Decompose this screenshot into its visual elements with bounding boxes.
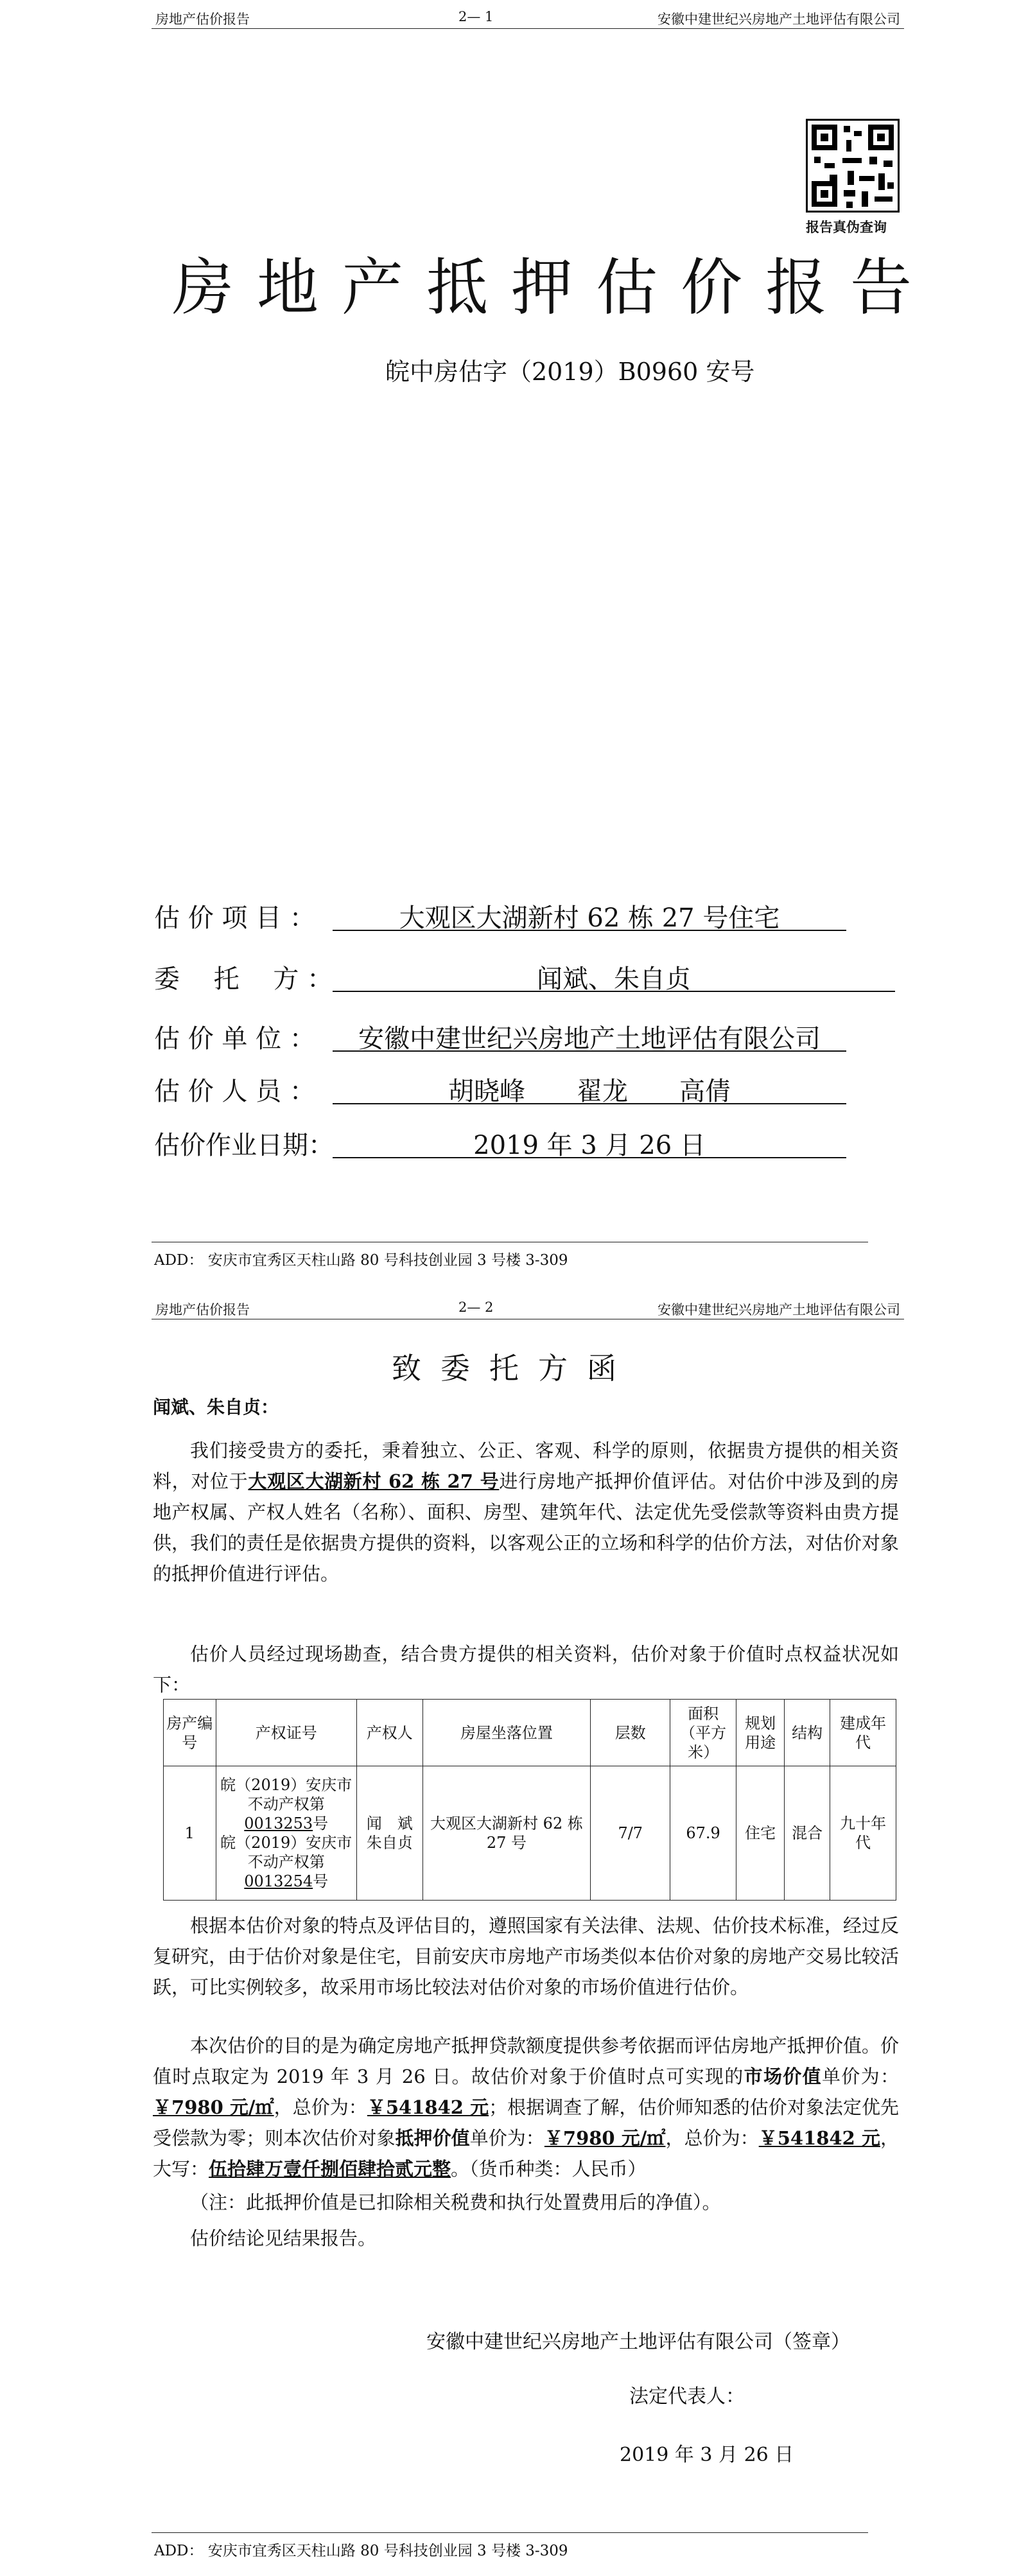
table-header: 房屋坐落位置: [422, 1700, 591, 1766]
field-value: 大观区大湖新村 62 栋 27 号住宅: [333, 898, 846, 931]
header-left: 房地产估价报告: [155, 12, 250, 27]
table-cell: 67.9: [670, 1766, 736, 1901]
field-label: 委 托 方 ：: [154, 964, 333, 994]
table-cell-cert: 皖（2019）安庆市不动产权第0013253号 皖（2019）安庆市不动产权第0013254号: [216, 1766, 356, 1901]
paragraph-method: [153, 1910, 899, 2003]
qr-caption: 报告真伪查询: [806, 219, 887, 235]
header-right: 安徽中建世纪兴房地产土地评估有限公司: [658, 1302, 900, 1318]
signature-company: 安徽中建世纪兴房地产土地评估有限公司（签章）: [426, 2331, 850, 2353]
text: 估价结论见结果报告。: [190, 2227, 377, 2249]
page-header: [152, 1296, 904, 1319]
field-label: 估 价 单 位 ：: [154, 1024, 315, 1054]
qr-code-icon[interactable]: [806, 119, 900, 213]
header-page-number: 2— 2: [458, 1300, 494, 1315]
table-header: 规划用途: [736, 1700, 784, 1766]
table-header: 产权人: [356, 1700, 422, 1766]
text: （注：此抵押价值是已扣除相关税费和执行处置费用后的净值）。: [190, 2191, 721, 2213]
mortgage-total-price: ￥541842 元: [758, 2127, 880, 2149]
paragraph-note: [153, 2187, 899, 2218]
paragraph-conclusion: [153, 2223, 899, 2254]
footer-address: ADD： 安庆市宜秀区天柱山路 80 号科技创业园 3 号楼 3-309: [154, 2543, 568, 2559]
table-cell: 1: [164, 1766, 216, 1901]
field-value: 胡晓峰 翟龙 高倩: [333, 1071, 846, 1104]
table-header: 房产编号: [164, 1700, 216, 1766]
field-label: 估价作业日期：: [154, 1131, 334, 1160]
text: 进行房地产抵押价值评估。对估价中涉及到的房地产权属、产权人姓名（名称）、面积、房型、建筑年代、法定优先受偿款等资料由贵方提供，我们的责任是依据贵方提供的资料，以客观公正的立场和科学的估价方法，对估价对象的抵押价值进行评估。: [153, 1470, 899, 1585]
paragraph-intro: [153, 1435, 899, 1589]
field-label: 估 价 项 目 ：: [154, 903, 315, 933]
page-header: [152, 5, 904, 29]
table-header: 层数: [591, 1700, 670, 1766]
table-cell: 闻 斌朱自贞: [356, 1766, 422, 1901]
field-value: 2019 年 3 月 26 日: [333, 1125, 846, 1158]
table-cell: 7/7: [591, 1766, 670, 1901]
field-value: 闻斌、朱自贞: [333, 959, 895, 992]
letter-page: [0, 1291, 1019, 2576]
paragraph-valuation: 本次估价的目的是为确定房地产抵押贷款额度提供参考依据而评估房地产抵押价值。价值时点取定为 2019 年 3 月 26 日。故估价对象于价值时点可实现的市场价值单价为：￥7980 元/㎡，总价为：￥541842 元；根据调查了解，估价师知悉的估价对象法定优先受偿款为零；则本次估价对象抵押价值单价为：￥7980 元/㎡，总价为：￥541842 元，大写：伍拾肆万壹仟捌佰肆拾贰元整。（货币种类：人民币）: [153, 2035, 899, 2180]
report-title: 房地产抵押估价报告: [172, 252, 935, 324]
table-header: 建成年代: [830, 1700, 896, 1766]
property-address: 大观区大湖新村 62 栋 27 号: [248, 1470, 500, 1492]
table-cell: 大观区大湖新村 62 栋 27 号: [422, 1766, 591, 1901]
header-right: 安徽中建世纪兴房地产土地评估有限公司: [658, 12, 900, 27]
market-total-price: ￥541842 元: [367, 2096, 489, 2118]
header-left: 房地产估价报告: [155, 1302, 250, 1318]
table-header: 产权证号: [216, 1700, 356, 1766]
salutation: 闻斌、朱自贞：: [153, 1397, 279, 1418]
table-header-row: [164, 1700, 896, 1766]
text: 根据本估价对象的特点及评估目的，遵照国家有关法律、法规、估价技术标准，经过反复研究，由于估价对象是住宅，目前安庆市房地产市场类似本估价对象的房地产交易比较活跃，可比实例较多，故采用市场比较法对估价对象的市场价值进行估价。: [153, 1915, 899, 1998]
amount-in-words: 伍拾肆万壹仟捌佰肆拾贰元整: [209, 2158, 451, 2180]
report-number: 皖中房估字（2019）B0960 安号: [385, 358, 755, 386]
text: 估价人员经过现场勘查，结合贵方提供的相关资料，估价对象于价值时点权益状况如下：: [153, 1643, 899, 1696]
footer-address: ADD： 安庆市宜秀区天柱山路 80 号科技创业园 3 号楼 3-309: [154, 1252, 568, 1269]
table-cell: 混合: [785, 1766, 830, 1901]
letter-title: 致委托方函: [392, 1351, 636, 1386]
table-header: 结构: [785, 1700, 830, 1766]
table-header: 面积（平方米）: [670, 1700, 736, 1766]
field-label: 估 价 人 员 ：: [154, 1077, 315, 1106]
table-cell: 九十年代: [830, 1766, 896, 1901]
footer-divider: [152, 2532, 868, 2533]
signature-date: 2019 年 3 月 26 日: [620, 2444, 794, 2466]
paragraph-status: [153, 1639, 899, 1700]
mortgage-unit-price: ￥7980 元/㎡: [544, 2127, 666, 2149]
table-cell: 住宅: [736, 1766, 784, 1901]
market-unit-price: ￥7980 元/㎡: [153, 2096, 274, 2118]
field-value: 安徽中建世纪兴房地产土地评估有限公司: [333, 1018, 846, 1052]
header-page-number: 2— 1: [458, 9, 494, 24]
signature-representative: 法定代表人：: [629, 2385, 745, 2408]
property-rights-table: [163, 1699, 896, 1901]
text: 我们接受贵方的委托，秉着独立、公正、客观、科学的原则，依据贵方提供的相关资料，对位于: [153, 1440, 899, 1492]
table-row: [164, 1766, 896, 1901]
